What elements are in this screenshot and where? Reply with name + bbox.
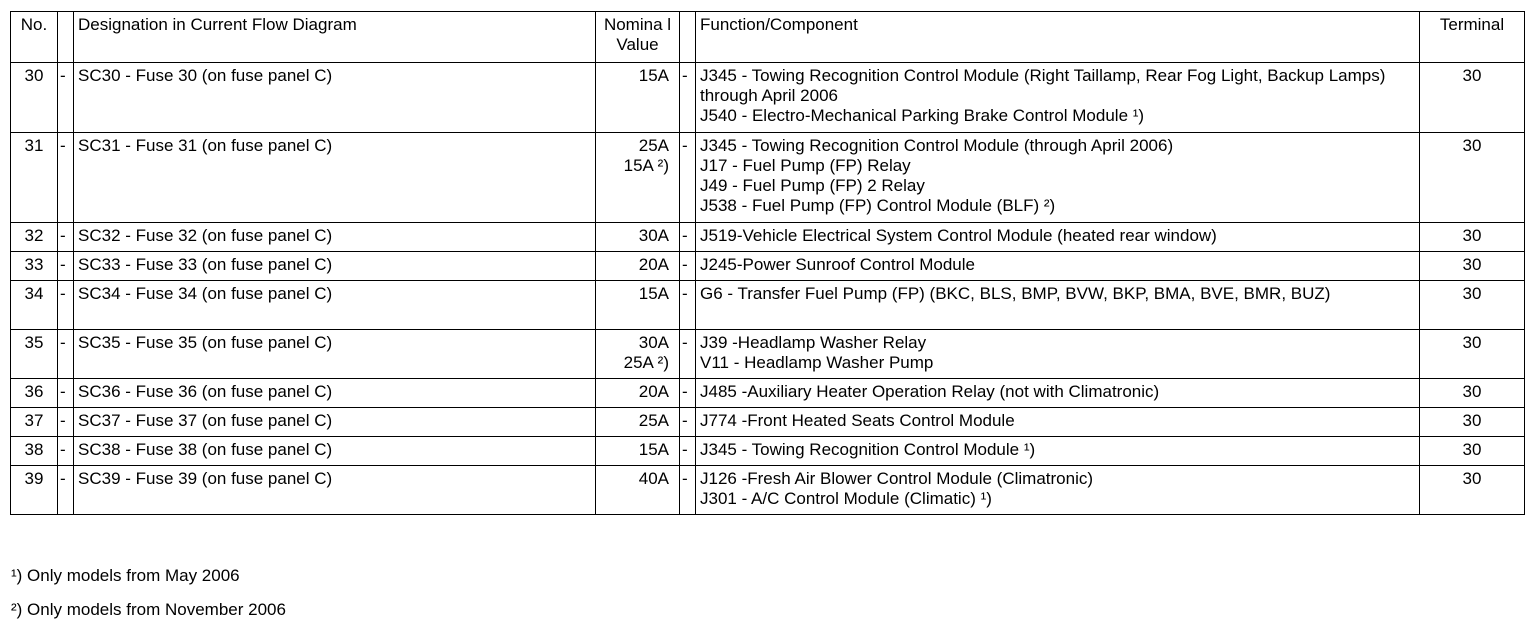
function-line: J519-Vehicle Electrical System Control Module (heated rear window) — [700, 226, 1217, 245]
footnotes — [11, 566, 286, 634]
table-body — [11, 63, 1525, 515]
cell-designation: SC33 - Fuse 33 (on fuse panel C) — [74, 252, 596, 281]
cell-dash: - — [58, 281, 74, 330]
cell-nominal-value — [596, 466, 680, 515]
function-line: J538 - Fuel Pump (FP) Control Module (BLF) ²) — [700, 196, 1056, 215]
cell-no: 39 — [11, 466, 58, 515]
header-terminal: Terminal — [1420, 12, 1525, 63]
nominal-value-line: 15A — [638, 66, 669, 85]
cell-dash: - — [680, 133, 696, 223]
nominal-value-line: 15A — [638, 284, 669, 303]
table-row — [11, 408, 1525, 437]
nominal-value-line: 30A — [638, 333, 669, 352]
cell-no: 31 — [11, 133, 58, 223]
cell-dash: - — [58, 330, 74, 379]
header-spacer — [58, 12, 74, 63]
table-row — [11, 252, 1525, 281]
cell-function — [696, 408, 1420, 437]
cell-dash: - — [680, 330, 696, 379]
cell-function — [696, 330, 1420, 379]
cell-terminal: 30 — [1420, 379, 1525, 408]
cell-nominal-value — [596, 252, 680, 281]
cell-nominal-value — [596, 63, 680, 133]
nominal-value-line: 40A — [638, 469, 669, 488]
cell-dash: - — [680, 63, 696, 133]
nominal-value-line: 25A ²) — [623, 353, 669, 372]
cell-nominal-value — [596, 281, 680, 330]
cell-no: 37 — [11, 408, 58, 437]
cell-designation: SC36 - Fuse 36 (on fuse panel C) — [74, 379, 596, 408]
function-line: J345 - Towing Recognition Control Module ¹) — [700, 440, 1036, 459]
function-line: J540 - Electro-Mechanical Parking Brake Control Module ¹) — [700, 106, 1145, 125]
nominal-value-line: 20A — [638, 255, 669, 274]
function-line: J17 - Fuel Pump (FP) Relay — [700, 156, 911, 175]
cell-terminal: 30 — [1420, 437, 1525, 466]
cell-function — [696, 281, 1420, 330]
cell-terminal: 30 — [1420, 330, 1525, 379]
cell-dash: - — [58, 466, 74, 515]
nominal-value-line: 30A — [638, 226, 669, 245]
cell-dash: - — [58, 408, 74, 437]
cell-designation: SC37 - Fuse 37 (on fuse panel C) — [74, 408, 596, 437]
function-line: J245-Power Sunroof Control Module — [700, 255, 975, 274]
cell-dash: - — [680, 466, 696, 515]
cell-designation: SC32 - Fuse 32 (on fuse panel C) — [74, 223, 596, 252]
cell-dash: - — [680, 408, 696, 437]
cell-no: 32 — [11, 223, 58, 252]
cell-terminal: 30 — [1420, 223, 1525, 252]
cell-designation: SC39 - Fuse 39 (on fuse panel C) — [74, 466, 596, 515]
cell-function — [696, 252, 1420, 281]
function-line: J345 - Towing Recognition Control Module (through April 2006) — [700, 136, 1174, 155]
cell-no: 36 — [11, 379, 58, 408]
cell-dash: - — [680, 281, 696, 330]
function-line: V11 - Headlamp Washer Pump — [700, 353, 934, 372]
cell-designation: SC30 - Fuse 30 (on fuse panel C) — [74, 63, 596, 133]
cell-designation: SC31 - Fuse 31 (on fuse panel C) — [74, 133, 596, 223]
table-header-row — [11, 12, 1525, 63]
cell-terminal: 30 — [1420, 408, 1525, 437]
cell-no: 30 — [11, 63, 58, 133]
function-line: J39 -Headlamp Washer Relay — [700, 333, 927, 352]
table-row — [11, 281, 1525, 330]
function-line: J301 - A/C Control Module (Climatic) ¹) — [700, 489, 992, 508]
cell-function — [696, 379, 1420, 408]
cell-function — [696, 63, 1420, 133]
table-row — [11, 133, 1525, 223]
cell-nominal-value — [596, 379, 680, 408]
nominal-value-line: 25A — [638, 411, 669, 430]
table-row — [11, 223, 1525, 252]
cell-terminal: 30 — [1420, 466, 1525, 515]
cell-function — [696, 466, 1420, 515]
cell-nominal-value — [596, 437, 680, 466]
nominal-value-line: 20A — [638, 382, 669, 401]
fuse-table — [10, 11, 1525, 515]
table-row — [11, 330, 1525, 379]
cell-dash: - — [58, 133, 74, 223]
cell-designation: SC38 - Fuse 38 (on fuse panel C) — [74, 437, 596, 466]
table-row — [11, 466, 1525, 515]
cell-dash: - — [58, 223, 74, 252]
cell-function — [696, 133, 1420, 223]
cell-dash: - — [680, 437, 696, 466]
header-no: No. — [11, 12, 58, 63]
cell-no: 33 — [11, 252, 58, 281]
cell-no: 35 — [11, 330, 58, 379]
cell-no: 34 — [11, 281, 58, 330]
table-row — [11, 437, 1525, 466]
cell-dash: - — [58, 379, 74, 408]
cell-dash: - — [680, 379, 696, 408]
cell-dash: - — [680, 223, 696, 252]
table-row — [11, 379, 1525, 408]
function-line: J774 -Front Heated Seats Control Module — [700, 411, 1015, 430]
function-line: J126 -Fresh Air Blower Control Module (Climatronic) — [700, 469, 1094, 488]
cell-function — [696, 223, 1420, 252]
cell-dash: - — [58, 437, 74, 466]
header-designation: Designation in Current Flow Diagram — [74, 12, 596, 63]
cell-terminal: 30 — [1420, 133, 1525, 223]
function-line: G6 - Transfer Fuel Pump (FP) (BKC, BLS, BMP, BVW, BKP, BMA, BVE, BMR, BUZ) — [700, 284, 1331, 303]
cell-terminal: 30 — [1420, 281, 1525, 330]
footnote: ²) Only models from November 2006 — [11, 600, 286, 619]
cell-nominal-value — [596, 330, 680, 379]
table-row — [11, 63, 1525, 133]
function-line: J345 - Towing Recognition Control Module (Right Taillamp, Rear Fog Light, Backup Lamps) through April 2006 — [700, 66, 1386, 105]
cell-dash: - — [680, 252, 696, 281]
cell-nominal-value — [596, 408, 680, 437]
cell-terminal: 30 — [1420, 252, 1525, 281]
function-line: J485 -Auxiliary Heater Operation Relay (not with Climatronic) — [700, 382, 1160, 401]
cell-no: 38 — [11, 437, 58, 466]
cell-dash: - — [58, 63, 74, 133]
cell-designation: SC35 - Fuse 35 (on fuse panel C) — [74, 330, 596, 379]
footnote: ¹) Only models from May 2006 — [11, 566, 240, 585]
nominal-value-line: 15A — [638, 440, 669, 459]
function-line: J49 - Fuel Pump (FP) 2 Relay — [700, 176, 925, 195]
nominal-value-line: 25A — [638, 136, 669, 155]
cell-dash: - — [58, 252, 74, 281]
cell-designation: SC34 - Fuse 34 (on fuse panel C) — [74, 281, 596, 330]
header-nominal-value: Nomina l Value — [596, 12, 680, 63]
header-spacer — [680, 12, 696, 63]
cell-nominal-value — [596, 223, 680, 252]
nominal-value-line: 15A ²) — [623, 156, 669, 175]
cell-terminal: 30 — [1420, 63, 1525, 133]
cell-nominal-value — [596, 133, 680, 223]
cell-function — [696, 437, 1420, 466]
header-function: Function/Component — [696, 12, 1420, 63]
